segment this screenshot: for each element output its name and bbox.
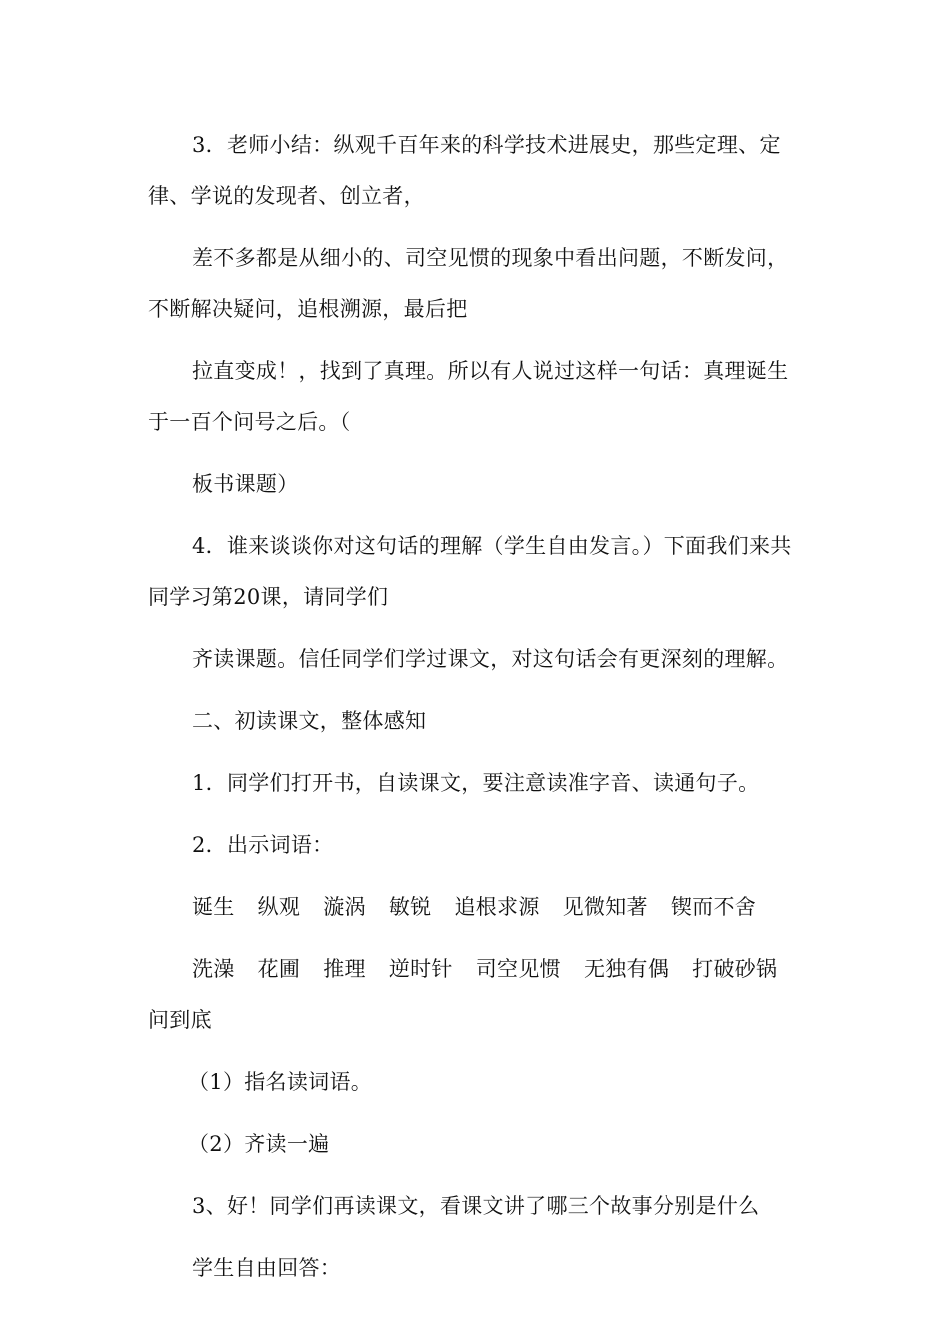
paragraph-students-answer: 学生自由回答：: [192, 1256, 342, 1280]
vocab-word: 诞生: [192, 895, 235, 919]
vocab-word: 逆时针: [388, 957, 453, 981]
vocab-row-2: [148, 944, 808, 995]
vocab-word: 纵观: [257, 895, 301, 919]
paragraph-show-vocab: 2．出示词语：: [192, 833, 334, 857]
step-read-together: （2）齐读一遍: [188, 1132, 330, 1156]
document-body: [148, 120, 808, 1305]
vocab-word: 敏锐: [388, 895, 432, 919]
paragraph-open-book: 1．同学们打开书，自读课文，要注意读准字音、读通句子。: [192, 771, 760, 795]
vocab-row-1: [148, 882, 808, 933]
section-heading-first-reading: 二、初读课文，整体感知: [192, 709, 427, 733]
vocab-word: 漩涡: [323, 895, 366, 919]
paragraph-truth-quote: 拉直变成！，找到了真理。所以有人说过这样一句话：真理诞生于一百个问号之后。（: [148, 359, 789, 434]
paragraph-observation: 差不多都是从细小的、司空见惯的现象中看出问题，不断发问，不断解决疑问，追根溯源，最后把: [148, 246, 789, 321]
vocab-word: 司空见惯: [475, 957, 561, 981]
paragraph-read-title: 齐读课题。信任同学们学过课文，对这句话会有更深刻的理解。: [192, 647, 789, 671]
vocab-word: 追根求源: [454, 895, 540, 919]
paragraph-three-stories: 3、好！同学们再读课文，看课文讲了哪三个故事分别是什么: [192, 1194, 760, 1218]
paragraph-discussion: 4．谁来谈谈你对这句话的理解（学生自由发言。）下面我们来共同学习第20课，请同学们: [148, 534, 792, 609]
step-read-words: （1）指名读词语。: [188, 1070, 373, 1094]
vocab-word: 打破砂锅: [692, 957, 778, 981]
vocab-word: 见微知著: [562, 895, 648, 919]
paragraph-teacher-summary: 3．老师小结：纵观千百年来的科学技术进展史，那些定理、定律、学说的发现者、创立者，: [148, 133, 781, 208]
vocab-word: 无独有偶: [583, 957, 670, 981]
vocab-word: 花圃: [257, 957, 301, 981]
vocab-word: 洗澡: [192, 957, 235, 981]
vocab-word: 推理: [323, 957, 366, 981]
vocab-word: 锲而不舍: [670, 895, 757, 919]
vocab-row-2-continuation: 问到底: [148, 1008, 212, 1032]
paragraph-board-title: 板书课题）: [192, 472, 299, 496]
